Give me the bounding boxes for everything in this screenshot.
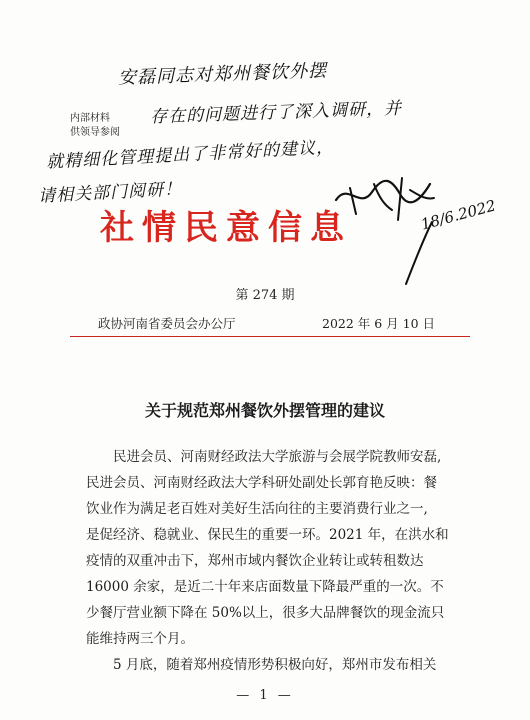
internal-material-label: [70, 112, 120, 140]
body-line: 能维持两三个月。: [86, 631, 194, 647]
issue-date: 2022 年 6 月 10 日: [322, 316, 436, 331]
document-body: [86, 444, 456, 678]
page-number: — 1 —: [236, 688, 294, 703]
handwritten-note-line4: 请相关部门阅研！: [37, 179, 183, 207]
handwritten-note-line3: 就精细化管理提出了非常好的建议，: [45, 137, 335, 173]
internal-material-line1: 内部材料: [70, 113, 110, 124]
body-line: 5 月底，随着郑州疫情形势积极向好，郑州市发布相关: [113, 657, 437, 673]
issue-number: 第 274 期: [235, 288, 295, 303]
body-line: 民进会员、河南财经政法大学科研处副处长郭育艳反映：餐: [86, 475, 437, 491]
signature-date: 18/6.2022: [418, 196, 498, 234]
body-line: 民进会员、河南财经政法大学旅游与会展学院教师安磊,: [113, 449, 442, 465]
internal-material-line2: 供领导参阅: [70, 127, 120, 138]
body-line: 疫情的双重冲击下，郑州市域内餐饮企业转让或转租数达: [86, 553, 424, 569]
handwritten-note-line1: 安磊同志对郑州餐饮外摆: [117, 60, 328, 89]
document-title: 关于规范郑州餐饮外摆管理的建议: [144, 401, 385, 420]
issuer: 政协河南省委员会办公厅: [98, 316, 236, 331]
handwritten-note-line2: 存在的问题进行了深入调研，并: [149, 98, 403, 128]
body-line: 少餐厅营业额下降在 50%以上，很多大品牌餐饮的现金流只: [86, 605, 445, 621]
body-line: 16000 余家，是近二十年来店面数量下降最严重的一次。不: [86, 579, 444, 595]
masthead-title: 社情民意信息: [100, 208, 352, 248]
red-divider: [70, 336, 470, 337]
body-line: 是促经济、稳就业、保民生的重要一环。2021 年，在洪水和: [86, 527, 449, 543]
body-line: 饮业作为满足老百姓对美好生活向往的主要消费行业之一,: [86, 501, 428, 517]
signature-underline: [400, 218, 440, 288]
